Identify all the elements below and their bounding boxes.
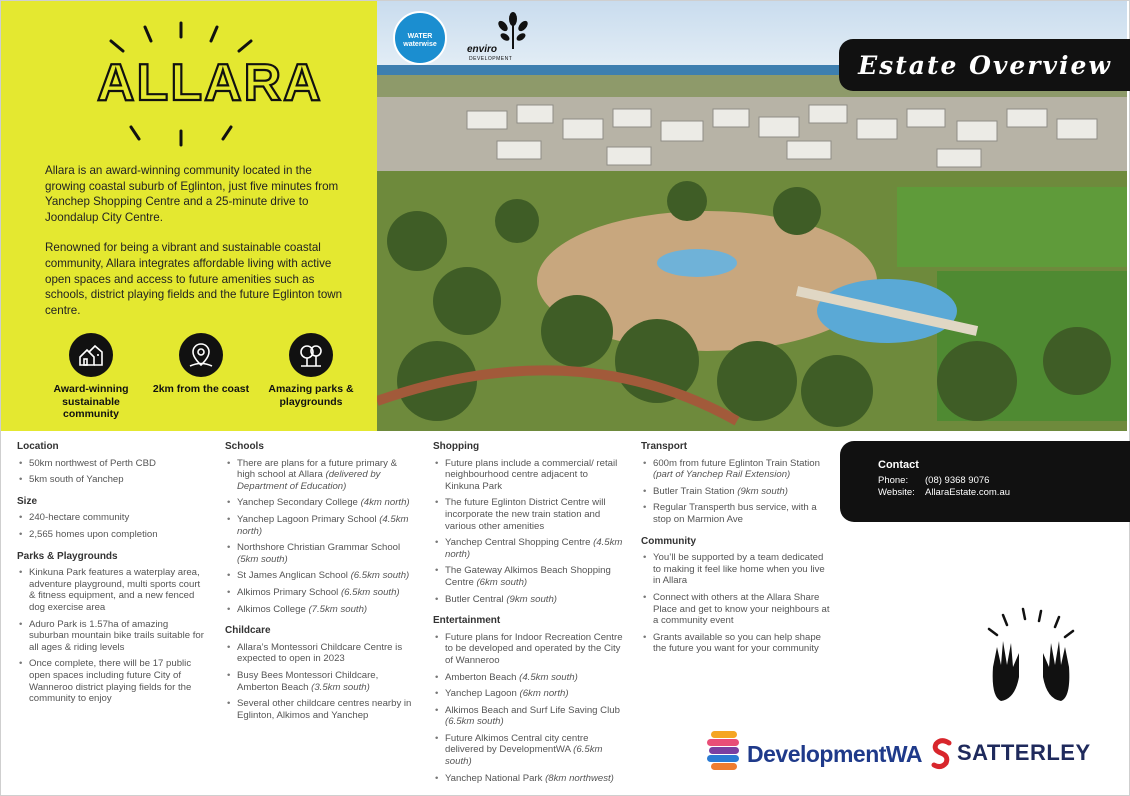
location-heading: Location	[17, 441, 59, 452]
list-item: • Yanchep Central Shopping Centre (4.5km north)	[433, 537, 623, 560]
website-label: Website:	[878, 487, 915, 498]
list-item: • Yanchep Lagoon Primary School (4.5km north)	[225, 514, 415, 537]
transport-list	[641, 458, 831, 526]
list-item: • Amberton Beach (4.5km south)	[433, 672, 623, 684]
feature-label: 2km from the coast	[152, 383, 250, 395]
shopping-heading: Shopping	[433, 441, 480, 452]
enviro-logo-subtext: DEVELOPMENT	[469, 56, 513, 62]
developmentwa-name: DevelopmentWA	[747, 741, 922, 767]
feature-label: Award-winning sustainable community	[53, 383, 129, 420]
list-item: • Future plans for Indoor Recreation Centre to be developed and operated by the City of Wanneroo	[433, 632, 623, 667]
shopping-list	[433, 458, 623, 606]
list-item: • St James Anglican School (6.5km south)	[225, 570, 415, 582]
childcare-list	[225, 642, 415, 722]
list-item: • 50km northwest of Perth CBD	[17, 458, 207, 470]
intro-paragraph-2: Renowned for being a vibrant and sustainable coastal community, Allara integrates affordable living with active open spaces and access to future amenities such as schools, district playing fields and the future Eglinton town centre.	[45, 241, 343, 317]
list-item: • Butler Train Station (9km south)	[641, 486, 831, 498]
list-item: • Alkimos College (7.5km south)	[225, 604, 415, 616]
list-item: • Regular Transperth bus service, with a stop on Marmion Ave	[641, 502, 831, 525]
list-item: • The Gateway Alkimos Beach Shopping Centre (6km south)	[433, 565, 623, 588]
list-item: • Yanchep Lagoon (6km north)	[433, 688, 623, 700]
estate-overview-heading: Estate Overview	[839, 39, 1130, 91]
water-wise-logo	[393, 11, 447, 65]
intro-text	[45, 163, 345, 333]
list-item: • Allara’s Montessori Childcare Centre is expected to open in 2023	[225, 642, 415, 665]
water-logo-subtext: waterwise	[403, 41, 437, 48]
list-item: • Yanchep Secondary College (4km north)	[225, 497, 415, 509]
list-item: • 600m from future Eglinton Train Station (part of Yanchep Rail Extension)	[641, 458, 831, 481]
hands-illustration	[983, 607, 1079, 711]
intro-paragraph-1: Allara is an award-winning community located in the growing coastal suburb of Eglinton, just five minutes from Yanchep Shopping Centre and a 25-minute drive to Joondalup City Centre.	[45, 164, 339, 224]
list-item: • 240-hectare community	[17, 512, 207, 524]
satterley-name: SATTERLEY	[957, 740, 1091, 765]
water-logo-text: WATER	[407, 33, 433, 40]
list-item: • Yanchep National Park (8km northwest)	[433, 773, 623, 785]
size-list	[17, 512, 207, 540]
list-item: • Northshore Christian Grammar School (5km south)	[225, 542, 415, 565]
list-item: • 5km south of Yanchep	[17, 474, 207, 486]
intro-panel	[1, 1, 377, 431]
list-item: • Future plans include a commercial/ retail neighbourhood centre adjacent to Kinkuna Park	[433, 458, 623, 493]
parks-list	[17, 567, 207, 705]
feature-coast	[151, 333, 251, 421]
list-item: • You’ll be supported by a team dedicated to making it feel like home when you live in Allara	[641, 552, 831, 587]
entertainment-heading: Entertainment	[433, 615, 501, 627]
list-item: • Kinkuna Park features a waterplay area, adventure playground, multi sports court & fitness equipment, and a new fenced dog exercise area	[17, 567, 207, 613]
phone-number[interactable]: (08) 9368 9076	[925, 475, 990, 486]
list-item: • Once complete, there will be 17 public open spaces including future City of Wanneroo district playing fields for the community to enjoy	[17, 658, 207, 704]
leaf-icon	[493, 11, 533, 51]
schools-list	[225, 458, 415, 616]
enviro-development-logo	[465, 11, 537, 65]
list-item: • Several other childcare centres nearby in Eglinton, Alkimos and Yanchep	[225, 698, 415, 721]
list-item: • Butler Central (9km south)	[433, 594, 623, 606]
contact-website-row	[878, 487, 1130, 499]
community-list	[641, 552, 831, 655]
list-item: • Aduro Park is 1.57ha of amazing suburban mountain bike trails suitable for all ages & riding levels	[17, 619, 207, 654]
map-pin-icon	[179, 333, 223, 377]
community-heading: Community	[641, 535, 696, 547]
column-transport-community	[641, 441, 831, 665]
list-item: • Alkimos Beach and Surf Life Saving Club (6.5km south)	[433, 705, 623, 728]
column-schools-childcare	[225, 441, 415, 731]
feature-highlights	[41, 333, 361, 421]
entertainment-list	[433, 632, 623, 785]
childcare-heading: Childcare	[225, 625, 271, 637]
column-location-size-parks	[17, 441, 207, 715]
list-item: • Grants available so you can help shape the future you want for your community	[641, 632, 831, 655]
contact-phone-row	[878, 475, 1130, 487]
contact-heading: Contact	[878, 459, 919, 471]
website-link[interactable]: AllaraEstate.com.au	[925, 487, 1011, 498]
list-item: • Connect with others at the Allara Share Place and get to know your neighbours at a community event	[641, 592, 831, 627]
feature-parks	[261, 333, 361, 421]
houses-icon	[69, 333, 113, 377]
list-item: • Future Alkimos Central city centre delivered by DevelopmentWA (6.5km south)	[433, 733, 623, 768]
phone-label: Phone:	[878, 475, 909, 486]
satterley-s-icon	[931, 738, 953, 770]
list-item: • Busy Bees Montessori Childcare, Amberton Beach (3.5km south)	[225, 670, 415, 693]
parks-heading: Parks & Playgrounds	[17, 550, 118, 562]
developmentwa-logo	[705, 729, 922, 779]
list-item: • 2,565 homes upon completion	[17, 529, 207, 541]
enviro-logo-text: enviro	[467, 44, 498, 55]
feature-sustainable	[41, 333, 141, 421]
contact-box	[840, 441, 1130, 522]
size-heading: Size	[17, 495, 38, 507]
schools-heading: Schools	[225, 441, 264, 452]
feature-label: Amazing parks & playgrounds	[268, 383, 354, 408]
tree-icon	[289, 333, 333, 377]
location-list	[17, 458, 207, 486]
developmentwa-mark-icon	[705, 729, 743, 777]
satterley-logo	[931, 736, 1101, 772]
list-item: • There are plans for a future primary & high school at Allara (delivered by Department of Education)	[225, 458, 415, 493]
transport-heading: Transport	[641, 441, 688, 452]
list-item: • Alkimos Primary School (6.5km south)	[225, 587, 415, 599]
list-item: • The future Eglinton District Centre will incorporate the new train station and various other amenities	[433, 497, 623, 532]
column-shopping-entertainment	[433, 441, 623, 794]
allara-logo-title: ALLARA	[97, 54, 323, 112]
